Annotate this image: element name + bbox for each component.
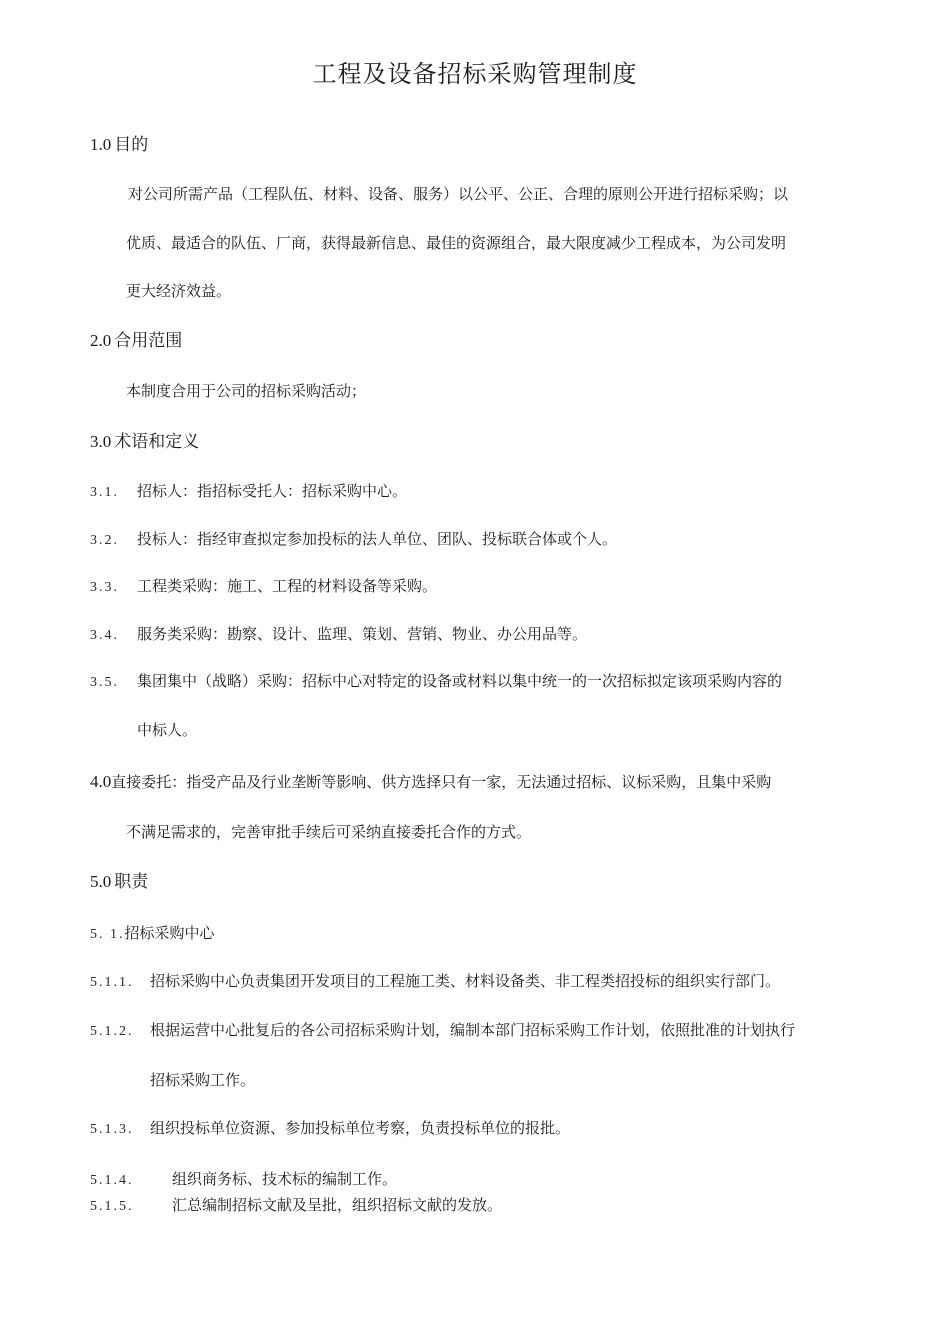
duty-text: 组织投标单位资源、参加投标单位考察，负责投标单位的报批。 <box>150 1119 571 1137</box>
definition-item <box>90 671 783 691</box>
duty-number: 5.1.3. <box>90 1122 134 1137</box>
duty-text: 招标采购中心负责集团开发项目的工程施工类、材料设备类、非工程类招投标的组织实行部门。 <box>150 972 781 990</box>
subsection-title: 招标采购中心 <box>124 924 215 942</box>
definition-item <box>90 529 618 549</box>
section-3-title: 术语和定义 <box>114 432 200 452</box>
section-5-title: 职责 <box>114 872 149 892</box>
section-3-heading <box>90 427 199 452</box>
definition-number: 3.3. <box>90 580 119 595</box>
duty-continuation: 招标采购工作。 <box>150 1071 256 1089</box>
document-title: 工程及设备招标采购管理制度 <box>312 60 638 88</box>
section-2-number: 2.0 <box>90 331 112 350</box>
subsection-heading <box>90 922 215 943</box>
definition-number: 3.4. <box>90 628 119 643</box>
duty-number: 5.1.2. <box>90 1024 134 1039</box>
duty-text: 汇总编制招标文献及呈批，组织招标文献的发放。 <box>172 1196 503 1214</box>
section-4-number: 4.0 <box>90 772 112 791</box>
definition-text: 集团集中（战略）采购：招标中心对特定的设备或材料以集中统一的一次招标拟定该项采购内容的 <box>137 672 783 690</box>
section-2-title: 合用范围 <box>114 331 183 351</box>
subsection-number: 5. 1. <box>90 927 125 942</box>
definition-number: 3.2. <box>90 533 119 548</box>
definition-text: 服务类采购：勘察、设计、监理、策划、营销、物业、办公用品等。 <box>137 625 588 643</box>
section-5-number: 5.0 <box>90 872 112 891</box>
section-5-heading <box>90 867 148 892</box>
duty-item <box>90 1118 571 1138</box>
section-3-number: 3.0 <box>90 432 112 451</box>
section-1-line-2: 优质、最适合的队伍、厂商，获得最新信息、最佳的资源组合，最大限度减少工程成本，为公司发明 <box>126 234 787 252</box>
definition-item <box>90 576 438 596</box>
definition-number: 3.5. <box>90 675 119 690</box>
section-4-line-2: 不满足需求的，完善审批手续后可采纳直接委托合作的方式。 <box>126 823 532 841</box>
section-4-paragraph <box>90 771 771 792</box>
duty-number: 5.1.4. <box>90 1173 134 1188</box>
definition-text: 投标人：指经审查拟定参加投标的法人单位、团队、投标联合体或个人。 <box>137 530 618 548</box>
duty-number: 5.1.1. <box>90 975 134 990</box>
section-4-line-1: 直接委托：指受产品及行业垄断等影响、供方选择只有一家，无法通过招标、议标采购，且集中采购 <box>111 773 772 791</box>
section-1-heading <box>90 130 148 155</box>
definition-number: 3.1. <box>90 485 119 500</box>
section-1-line-1: 对公司所需产品（工程队伍、材料、设备、服务）以公平、公正、合理的原则公开进行招标采购；以 <box>128 185 789 203</box>
section-1-number: 1.0 <box>90 135 112 154</box>
duty-number: 5.1.5. <box>90 1199 134 1214</box>
duty-text: 根据运营中心批复后的各公司招标采购计划，编制本部门招标采购工作计划，依照批准的计划执行 <box>150 1021 796 1039</box>
definition-item <box>90 624 588 644</box>
definition-text: 招标人：指招标受托人：招标采购中心。 <box>137 482 408 500</box>
definition-continuation: 中标人。 <box>137 721 198 739</box>
duty-item <box>90 1169 398 1189</box>
section-2-heading <box>90 326 182 351</box>
section-1-title: 目的 <box>114 135 149 155</box>
duty-text: 组织商务标、技术标的编制工作。 <box>172 1170 398 1188</box>
definition-text: 工程类采购：施工、工程的材料设备等采购。 <box>137 577 438 595</box>
section-2-line: 本制度合用于公司的招标采购活动； <box>126 382 367 400</box>
duty-item <box>90 971 781 991</box>
section-1-line-3: 更大经济效益。 <box>126 282 232 300</box>
duty-item <box>90 1020 796 1040</box>
duty-item <box>90 1195 503 1215</box>
definition-item <box>90 481 408 501</box>
